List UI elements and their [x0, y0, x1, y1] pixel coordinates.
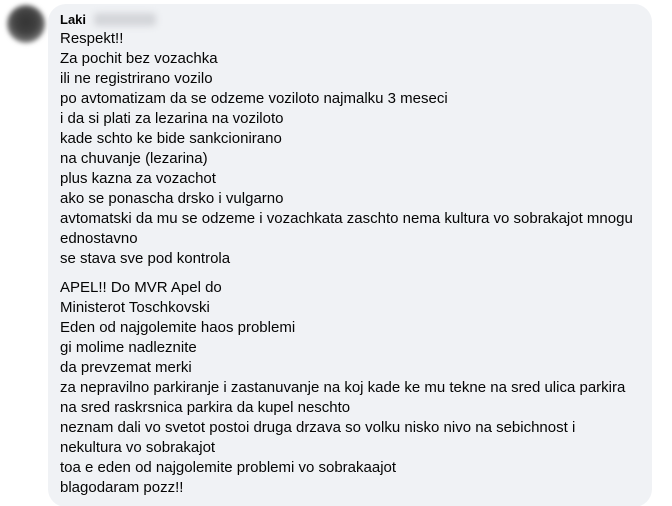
comment-text-line: neznam dali vo svetot postoi druga drzava so volku nisko nivo na sebichnost i nekultura vo sobrakajot: [60, 419, 576, 456]
comment-text-line: ako se ponascha drsko i vulgarno: [60, 190, 284, 207]
comment-text-line: se stava sve pod kontrola: [60, 250, 231, 267]
author-row: [60, 11, 640, 28]
comment-text-line: toa e eden od najgolemite problemi vo sobrakaajot: [60, 459, 397, 476]
redacted-surname: [94, 13, 156, 26]
comment-bubble: [48, 4, 652, 506]
comment-text-line: Eden od najgolemite haos problemi: [60, 319, 296, 336]
comment-text-line: gi molime nadleznite: [60, 339, 197, 356]
comment-text-line: na chuvanje (lezarina): [60, 150, 208, 167]
avatar[interactable]: [7, 5, 45, 43]
comment-text-line: kade schto ke bide sankcionirano: [60, 130, 282, 147]
comment-text-line: da prevzemat merki: [60, 359, 192, 376]
comment-paragraph: [60, 278, 640, 498]
comment-text-line: za nepravilno parkiranje i zastanuvanje na koj kade ke mu tekne na sred ulica parkira na sred raskrsnica parkira da kupel neschto: [60, 379, 626, 416]
comment-paragraph: [60, 29, 640, 269]
comment-text-line: Respekt!!: [60, 30, 124, 47]
comment-text-line: Za pochit bez vozachka: [60, 50, 218, 67]
author-name-link[interactable]: Laki: [60, 12, 87, 27]
comment-text-line: i da si plati za lezarina na voziloto: [60, 110, 284, 127]
comment-text-line: Ministerot Toschkovski: [60, 299, 210, 316]
comment-text-line: ili ne registrirano vozilo: [60, 70, 213, 87]
comment-text-line: blagodaram pozz!!: [60, 479, 184, 496]
comment-text-line: APEL!! Do MVR Apel do: [60, 279, 222, 296]
comment-text-line: po avtomatizam da se odzeme voziloto najmalku 3 meseci: [60, 90, 448, 107]
comment-text-line: plus kazna za vozachot: [60, 170, 216, 187]
comment-text-line: avtomatski da mu se odzeme i vozachkata zaschto nema kultura vo sobrakajot mnogu ednostavno: [60, 210, 633, 247]
